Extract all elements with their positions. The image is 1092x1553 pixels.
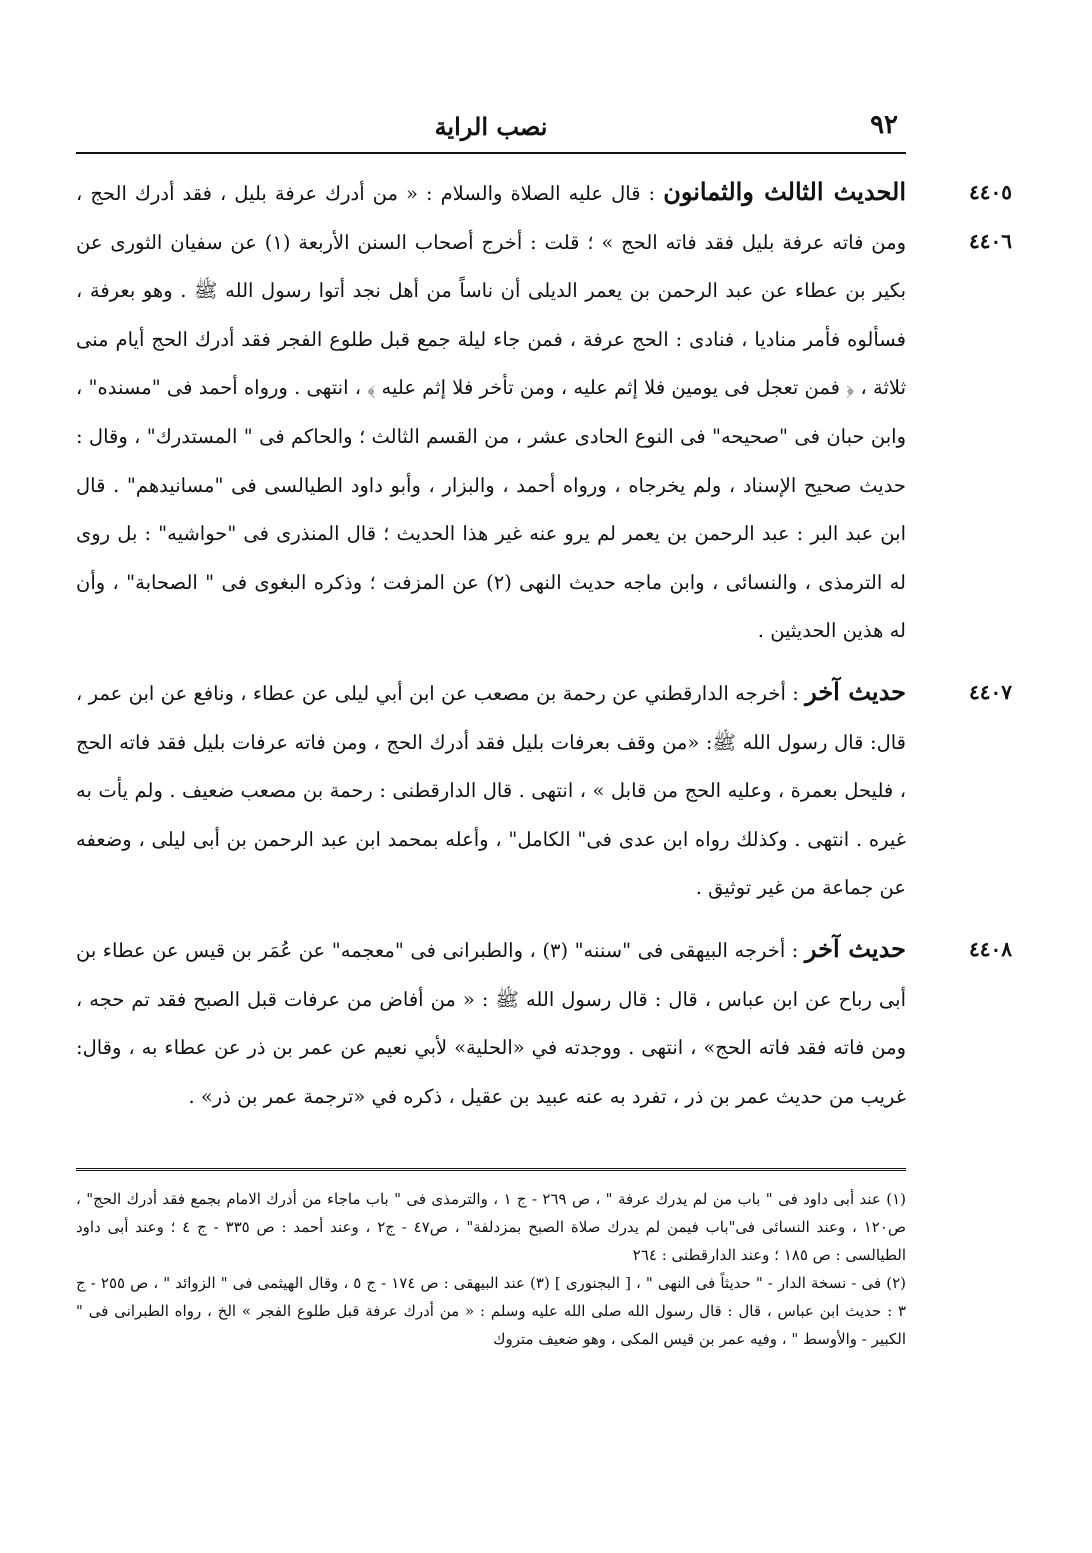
- line-number: ٤٤٠٥: [969, 180, 1012, 204]
- hadith-heading: الحديث الثالث والثمانون: [663, 177, 906, 206]
- hadith-paragraph-83: [76, 168, 1012, 656]
- footnote: (١) عند أبى داود فى " باب من لم يدرك عرفة " ، ص ٢٦٩ - ج ١ ، والترمذى فى " باب ماجاء من أدرك الامام بجمع فقد أدرك الحج" ، ص١٢٠ ، وعند النسائى فى"باب فيمن لم يدرك صلاة الصبح بمزدلفة" ، ص٤٧ - ج٢ ، وعند أحمد : ص ٣٣٥ - ج ٤ ؛ وعند أبى داود الطيالسى : ص ١٨٥ ؛ وعند الدارقطنى : ٢٦٤: [76, 1190, 906, 1264]
- line-number: ٤٤٠٦: [969, 228, 1012, 253]
- footnotes: [76, 1168, 906, 1353]
- line-number: ٤٤٠٨: [969, 936, 1012, 961]
- main-text: [76, 168, 1012, 1133]
- line-number: ٤٤٠٧: [969, 679, 1012, 704]
- hadith-text: : قال عليه الصلاة والسلام : « من أدرك عرفة بليل ، فقد أدرك الحج ، ومن فاته عرفة بليل فقد فاته الحج » ؛ قلت : أخرج أصحاب السنن الأربعة (١) عن سفيان الثورى عن بكير بن عطاء عن عبد الرحمن بن يعمر الديلى أن ناساً من أهل نجد أتوا رسول الله ﷺ . وهو بعرفة ، فسألوه فأمر مناديا ، فنادى : الحج عرفة ، فمن جاء ليلة جمع قبل طلوع الفجر فقد أدرك الحج أيام منى ثلاثة ، ﴿ فمن تعجل فى يومين فلا إثم عليه ، ومن تأخر فلا إثم عليه ﴾ ، انتهى . ورواه أحمد فى "مسنده" ، وابن حبان فى "صحيحه" فى النوع الحادى عشر ، من القسم الثالث ؛ والحاكم فى " المستدرك" ، وقال : حديث صحيح الإسناد ، ولم يخرجاه ، ورواه أحمد ، والبزار ، وأبو داود الطيالسى فى "مسانيدهم" . قال ابن عبد البر : عبد الرحمن بن يعمر لم يرو عنه غير هذا الحديث ؛ قال المنذرى فى "حواشيه" : بل روى له الترمذى ، والنسائى ، وابن ماجه حديث النهى (٢) عن المزفت ؛ وذكره البغوى فى " الصحابة" ، وأن له هذين الحديثين .: [76, 182, 906, 643]
- hadith-text: : أخرجه الدارقطني عن رحمة بن مصعب عن ابن أبي ليلى عن عطاء ، ونافع عن ابن عمر ، قال: قال رسول الله ﷺ: «من وقف بعرفات بليل فقد أدرك الحج ، ومن فاته عرفات بليل فقد فاته الحج ، فليحل بعمرة ، وعليه الحج من قابل » ، انتهى . قال الدارقطنى : رحمة بن مصعب ضعيف . ولم يأت به غيره . انتهى . وكذلك رواه ابن عدى فى" الكامل" ، وأعله بمحمد ابن عبد الرحمن بن أبى ليلى ، وضعفه عن جماعة من غير توثيق .: [76, 681, 906, 900]
- page-header: [76, 108, 906, 154]
- hadith-paragraph-another-2: [76, 925, 1012, 1121]
- hadith-paragraph-another-1: [76, 668, 1012, 913]
- page-number: ٩٢: [870, 110, 898, 140]
- hadith-heading: حديث آخر: [805, 676, 906, 706]
- running-title: نصب الراية: [434, 112, 548, 141]
- hadith-text: : أخرجه البيهقى فى "سننه" (٣) ، والطبرانى فى "معجمه" عن عُمَر بن قيس عن عطاء بن أبى رباح عن ابن عباس ، قال : قال رسول الله ﷺ : « من أفاض من عرفات قبل الصبح فقد تم حجه ، ومن فاته فقد فاته الحج» ، انتهى . ووجدته في «الحلية» لأبي نعيم عن عمر بن ذر عن عطاء به ، وقال: غريب من حديث عمر بن ذر ، تفرد به عنه عبيد بن عقيل ، ذكره في «ترجمة عمر بن ذر» .: [76, 938, 906, 1108]
- hadith-heading: حديث آخر: [804, 933, 907, 963]
- footnote: (٢) فى - نسخة الدار - " حديثاً فى النهى " ، [ البجنورى ] (٣) عند البيهقى : ص ١٧٤ - ج ٥ ، وقال الهيثمى فى " الزوائد " ، ص ٢٥٥ - ج ٣ : حديث ابن عباس ، قال : قال رسول الله صلى الله عليه وسلم : « من أدرك عرفة قبل طلوع الفجر » الخ ، رواه الطبرانى فى " الكبير - والأوسط " ، وفيه عمر بن قيس المكى ، وهو ضعيف متروك: [76, 1274, 906, 1348]
